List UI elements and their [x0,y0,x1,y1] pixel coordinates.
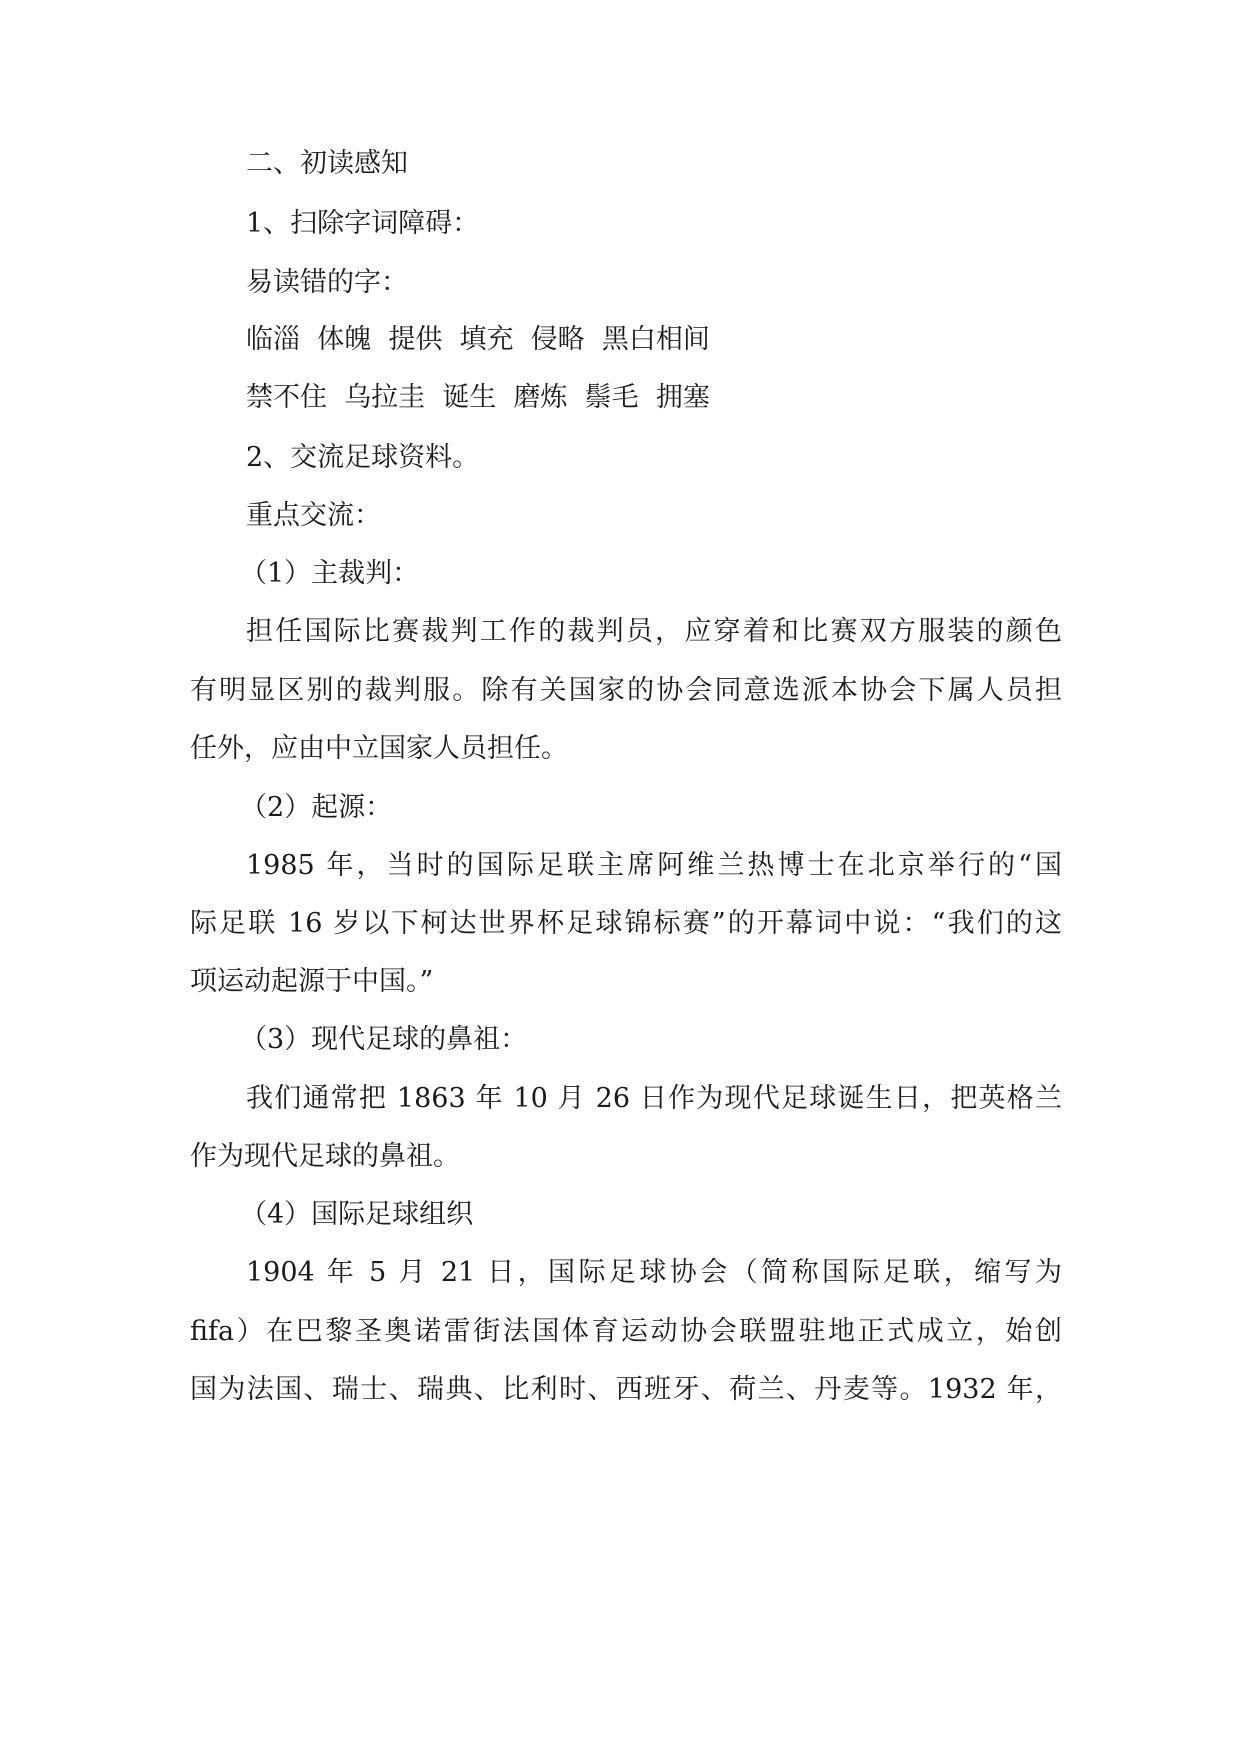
paragraph-line: 我们通常把 1863 年 10 月 26 日作为现代足球诞生日，把英格兰 [246,1083,1062,1114]
paragraph-line: 作为现代足球的鼻祖。 [190,1141,460,1172]
hard-words-label: 易读错的字： [246,267,408,298]
paragraph-line: 项运动起源于中国。” [190,966,434,997]
paragraph-line: 担任国际比赛裁判工作的裁判员，应穿着和比赛双方服装的颜色 [246,616,1062,647]
item-2-heading: 2、交流足球资料。 [246,442,480,473]
paragraph-line: 1904 年 5 月 21 日，国际足球协会（简称国际足联，缩写为 [246,1257,1062,1288]
paragraph-line: 有明显区别的裁判服。除有关国家的协会同意选派本协会下属人员担 [190,675,1062,706]
item-1-heading: 1、扫除字词障碍： [246,208,480,239]
paragraph-line: 1985 年，当时的国际足联主席阿维兰热博士在北京举行的“国 [246,850,1062,881]
words-row-1: 临淄 体魄 提供 填充 侵略 黑白相间 [246,324,710,355]
subsection-2-title: （2）起源： [240,792,393,823]
subsection-1-title: （1）主裁判： [240,558,420,589]
paragraph-line: 任外，应由中立国家人员担任。 [190,733,568,764]
paragraph-line: fifa）在巴黎圣奥诺雷街法国体育运动协会联盟驻地正式成立，始创 [190,1316,1062,1347]
paragraph-line: 国为法国、瑞士、瑞典、比利时、西班牙、荷兰、丹麦等。1932 年， [190,1374,1062,1405]
words-row-2: 禁不住 乌拉圭 诞生 磨炼 鬃毛 拥塞 [246,382,710,413]
subsection-4-title: （4）国际足球组织 [240,1199,474,1230]
section-heading: 二、初读感知 [246,148,408,179]
paragraph-line: 际足联 16 岁以下柯达世界杯足球锦标赛”的开幕词中说：“我们的这 [190,908,1062,939]
subsection-3-title: （3）现代足球的鼻祖： [240,1024,528,1055]
focus-label: 重点交流： [246,500,381,531]
